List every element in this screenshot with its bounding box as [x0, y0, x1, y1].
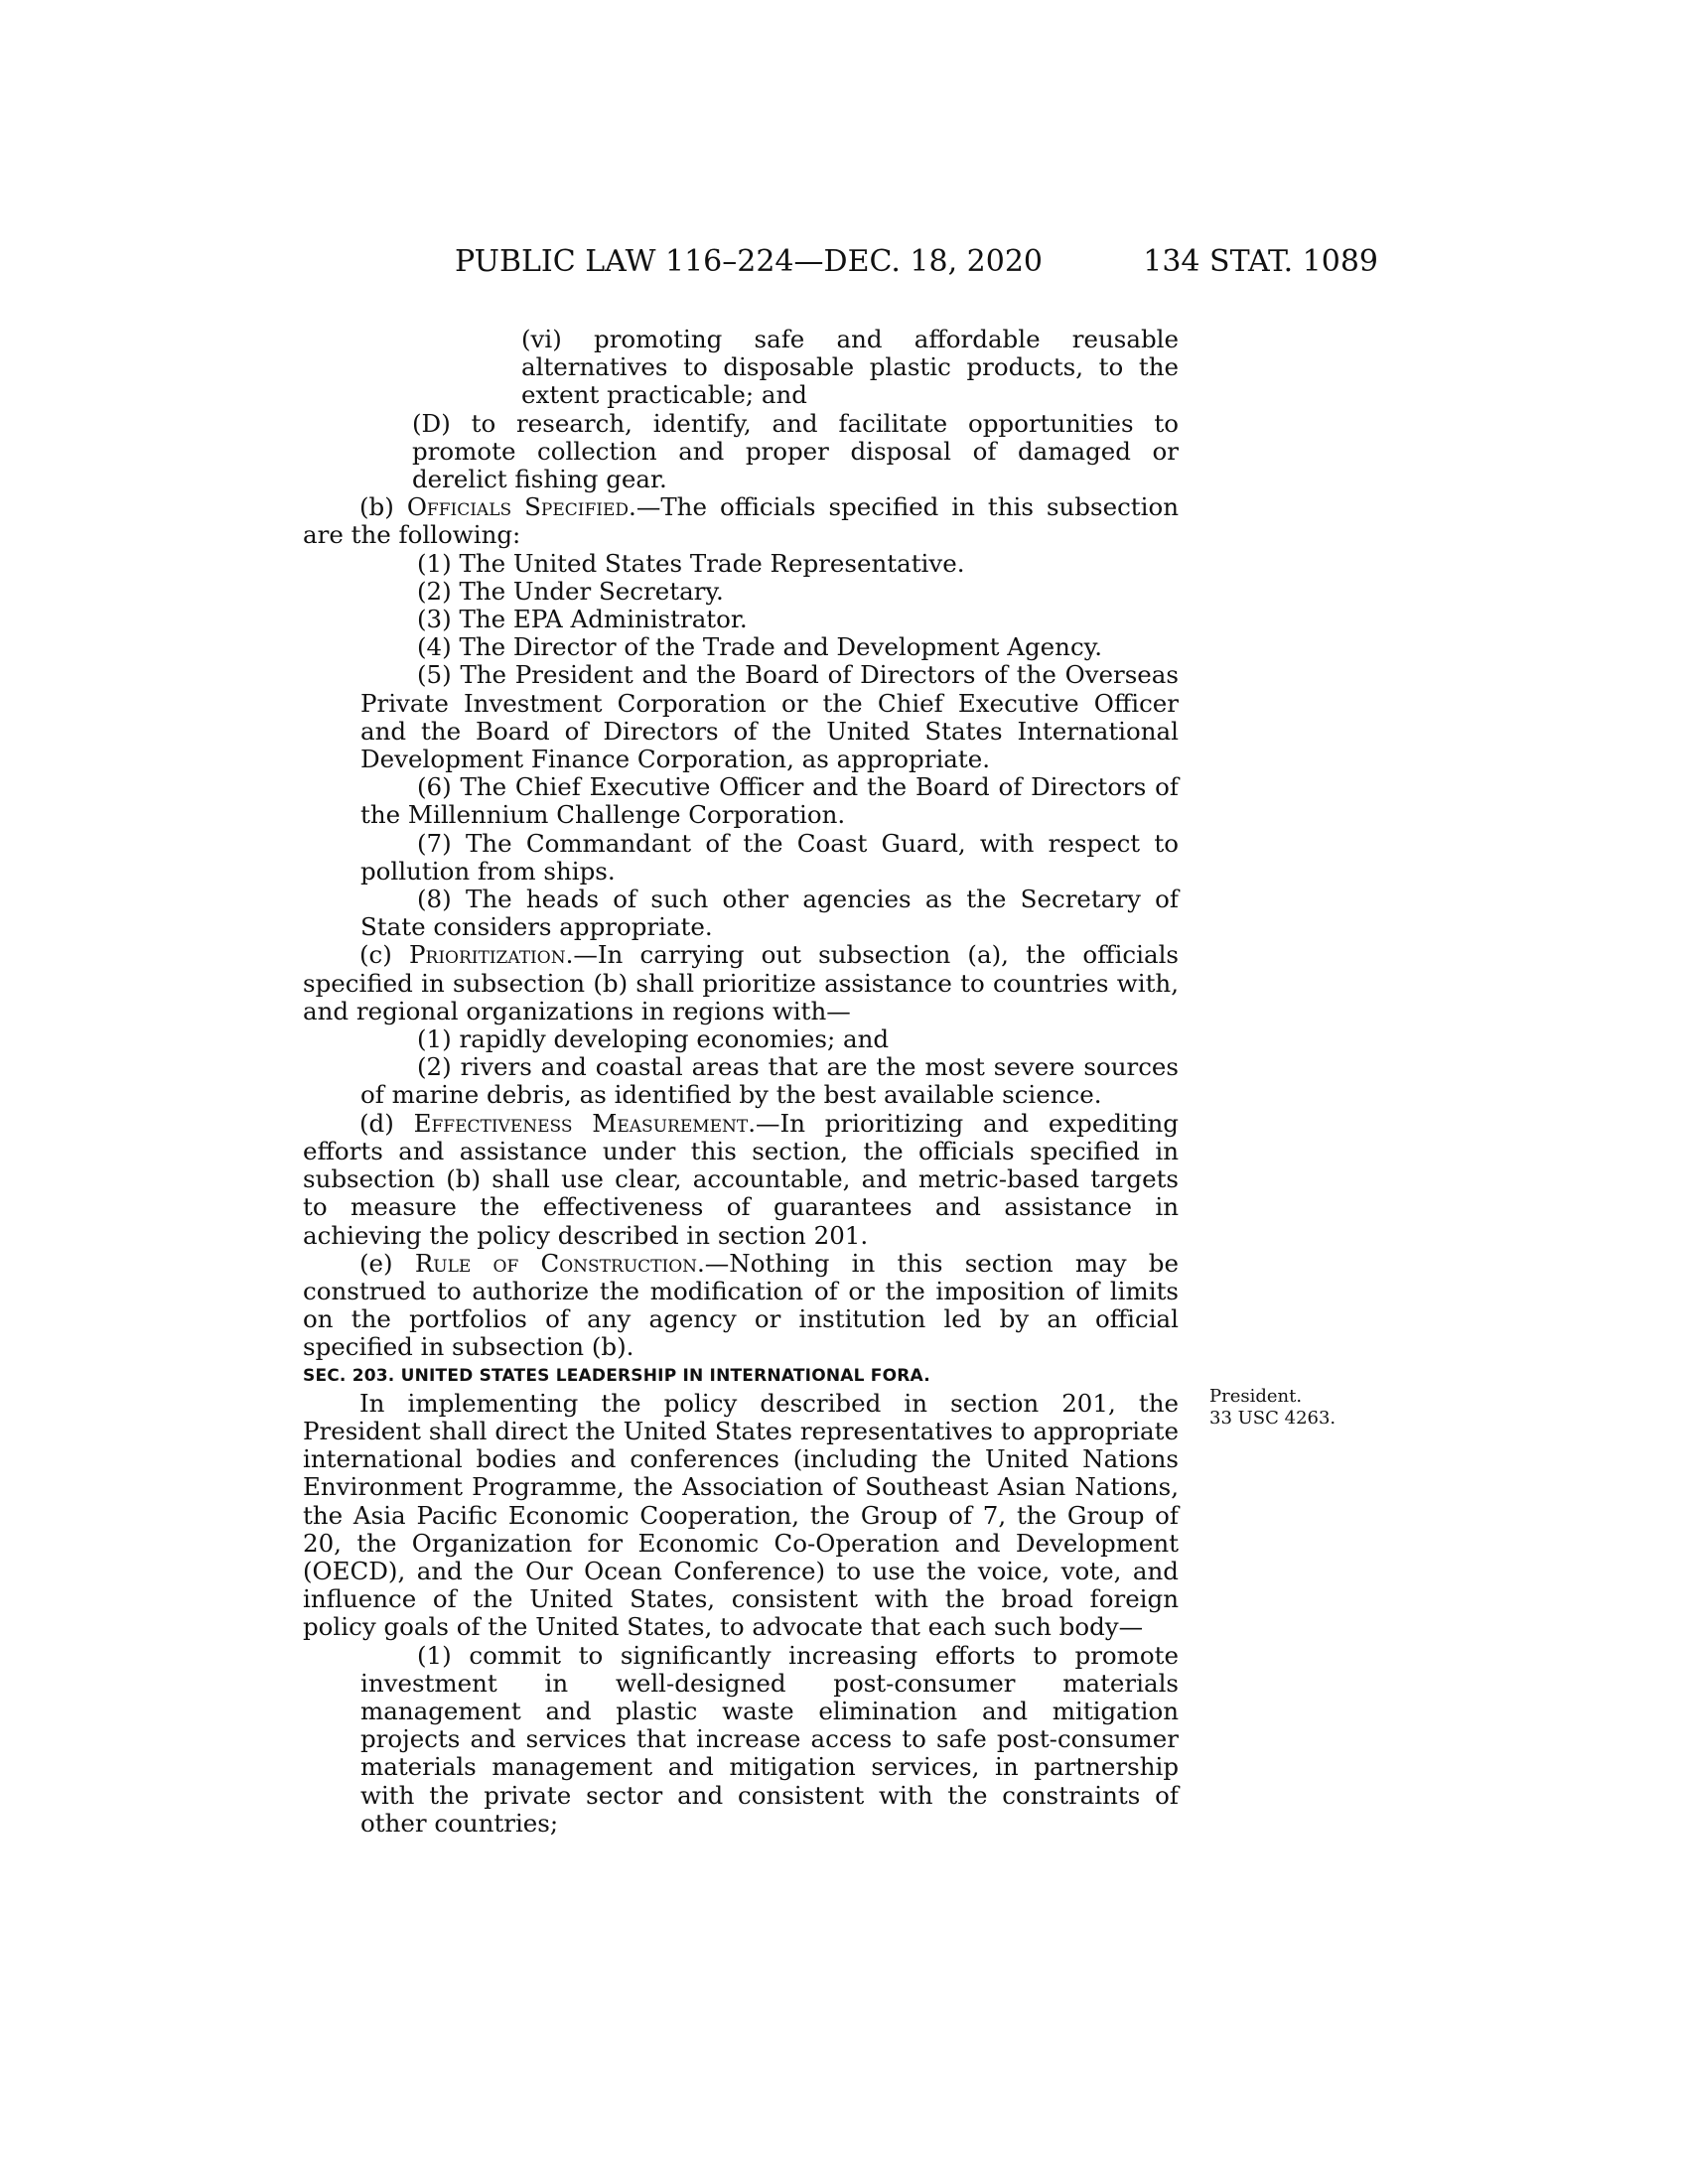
- header-stat-page: 134 STAT. 1089: [1143, 244, 1378, 279]
- subsection-b: [303, 493, 1179, 549]
- clause-vi: (vi) promoting safe and affordable reusable alternatives to disposable plastic products, to the extent practicable; and: [521, 325, 1179, 410]
- official-2: (2) The Under Secretary.: [417, 576, 724, 606]
- official-1: (1) The United States Trade Representative.: [417, 548, 965, 578]
- subsection-e: [303, 1250, 1179, 1362]
- priority-1: (1) rapidly developing economies; and: [417, 1024, 890, 1054]
- subsection-d-text: .—In prioritizing and expediting efforts and assistance under this section, the officials specified in subsection (b) shall use clear, accountable, and metric-based targets to measure the effectiveness of guarantees and assistance in achieving the policy described in section 201.: [303, 1108, 1179, 1250]
- section-203-text: In implementing the policy described in section 201, the President shall direct the United States representatives to appropriate international bodies and conferences (including the United Nations Environment Programme, the Association of Southeast Asian Nations, the Asia Pacific Economic Cooperation, the Group of 7, the Group of 20, the Organization for Economic Co-Operation and Development (OECD), and the Our Ocean Conference) to use the voice, vote, and influence of the United States, consistent with the broad foreign policy goals of the United States, to advocate that each such body—: [303, 1388, 1179, 1642]
- priority-2: (2) rivers and coastal areas that are the most severe sources of marine debris, as identified by the best available science.: [360, 1052, 1179, 1110]
- official-8: (8) The heads of such other agencies as the Secretary of State considers appropriate.: [360, 885, 1179, 942]
- subsection-e-text: .—Nothing in this section may be construed to authorize the modification of or the imposition of limits on the portfolios of any agency or institution led by an official specified in subsection (b).: [303, 1248, 1179, 1362]
- subsection-d-label: (d): [359, 1108, 394, 1138]
- official-5: (5) The President and the Board of Directors of the Overseas Private Investment Corporation or the Chief Executive Officer and the Board of Directors of the United States International Development Finance Corporation, as appropriate.: [360, 660, 1179, 774]
- subsection-e-label: (e): [359, 1248, 393, 1278]
- margin-note-president: President.: [1209, 1386, 1303, 1407]
- subsection-c-heading: Prioritization: [409, 940, 566, 970]
- official-4: (4) The Director of the Trade and Development Agency.: [417, 632, 1103, 662]
- subsection-b-label: (b): [359, 492, 394, 522]
- header-public-law: PUBLIC LAW 116–224—DEC. 18, 2020: [455, 244, 1044, 279]
- subsection-c: [303, 941, 1179, 1025]
- margin-note: [1209, 1386, 1348, 1430]
- subsection-d-heading: Effectiveness Measurement: [413, 1108, 749, 1138]
- subsection-e-heading: Rule of Construction: [414, 1248, 698, 1278]
- official-6: (6) The Chief Executive Officer and the Board of Directors of the Millennium Challenge Corporation.: [360, 772, 1179, 830]
- section-203-heading: SEC. 203. UNITED STATES LEADERSHIP IN INTERNATIONAL FORA.: [303, 1365, 930, 1386]
- subparagraph-D: (D) to research, identify, and facilitate opportunities to promote collection and proper disposal of damaged or derelict fishing gear.: [412, 408, 1179, 494]
- subsection-c-text: .—In carrying out subsection (a), the officials specified in subsection (b) shall prioritize assistance to countries with, and regional organizations in regions with—: [303, 940, 1179, 1025]
- subsection-d: [303, 1110, 1179, 1250]
- page-header: [455, 240, 1378, 284]
- subsection-b-heading: Officials Specified: [406, 492, 630, 522]
- document-body: [303, 326, 1179, 1838]
- margin-note-usc: 33 USC 4263.: [1209, 1408, 1336, 1429]
- official-7: (7) The Commandant of the Coast Guard, with respect to pollution from ships.: [360, 828, 1179, 886]
- subsection-b-text: .—The officials specified in this subsection are the following:: [303, 492, 1179, 550]
- subsection-c-label: (c): [359, 940, 392, 970]
- section-203-item-1: (1) commit to significantly increasing efforts to promote investment in well-designed post-consumer materials management and plastic waste elimination and mitigation projects and services that increase access to safe post-consumer materials management and mitigation services, in partnership with the private sector and consistent with the constraints of other countries;: [360, 1640, 1179, 1838]
- official-3: (3) The EPA Administrator.: [417, 605, 748, 634]
